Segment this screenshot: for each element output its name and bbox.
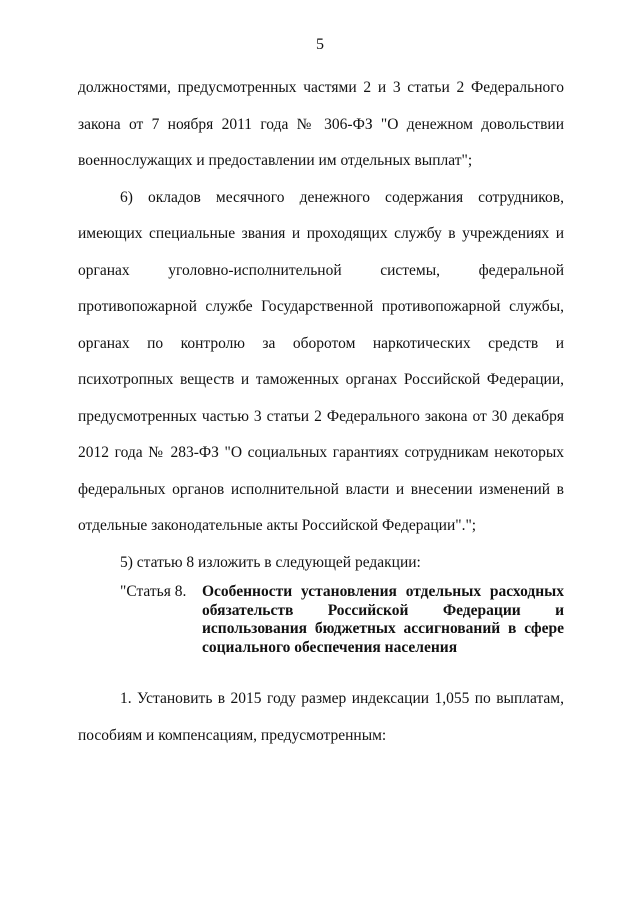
- paragraph-article-point-1: 1. Установить в 2015 году размер индексации 1,055 по выплатам, пособиям и компенсациям, предусмотренным:: [78, 690, 564, 744]
- paragraph-continuation: должностями, предусмотренных частями 2 и 3 статьи 2 Федерального закона от 7 ноября 2011 года № 306-ФЗ "О денежном довольствии военнослужащих и предоставлении им отдельных выплат";: [78, 79, 564, 169]
- article-title: Особенности установления отдельных расходных обязательств Российской Федерации и использования бюджетных ассигнований в сфере социального обеспечения населения: [202, 583, 564, 656]
- article-label: "Статья 8.: [120, 583, 187, 600]
- document-body: [78, 70, 564, 754]
- paragraph-item-5: 5) статью 8 изложить в следующей редакции:: [120, 553, 421, 571]
- article-heading: [78, 583, 564, 667]
- page-number: 5: [316, 36, 324, 53]
- paragraph-item-6: 6) окладов месячного денежного содержания сотрудников, имеющих специальные звания и проходящих службу в учреждениях и органах уголовно-исполнительной системы, федеральной противопожарной службе Государственной противопожарной службы, органах по контролю за оборотом наркотических средств и психотропных веществ и таможенных органах Российской Федерации, предусмотренных частью 3 статьи 2 Федерального закона от 30 декабря 2012 года № 283-ФЗ "О социальных гарантиях сотрудникам некоторых федеральных органов исполнительной власти и внесении изменений в отдельные законодательные акты Российской Федерации".";: [78, 188, 564, 534]
